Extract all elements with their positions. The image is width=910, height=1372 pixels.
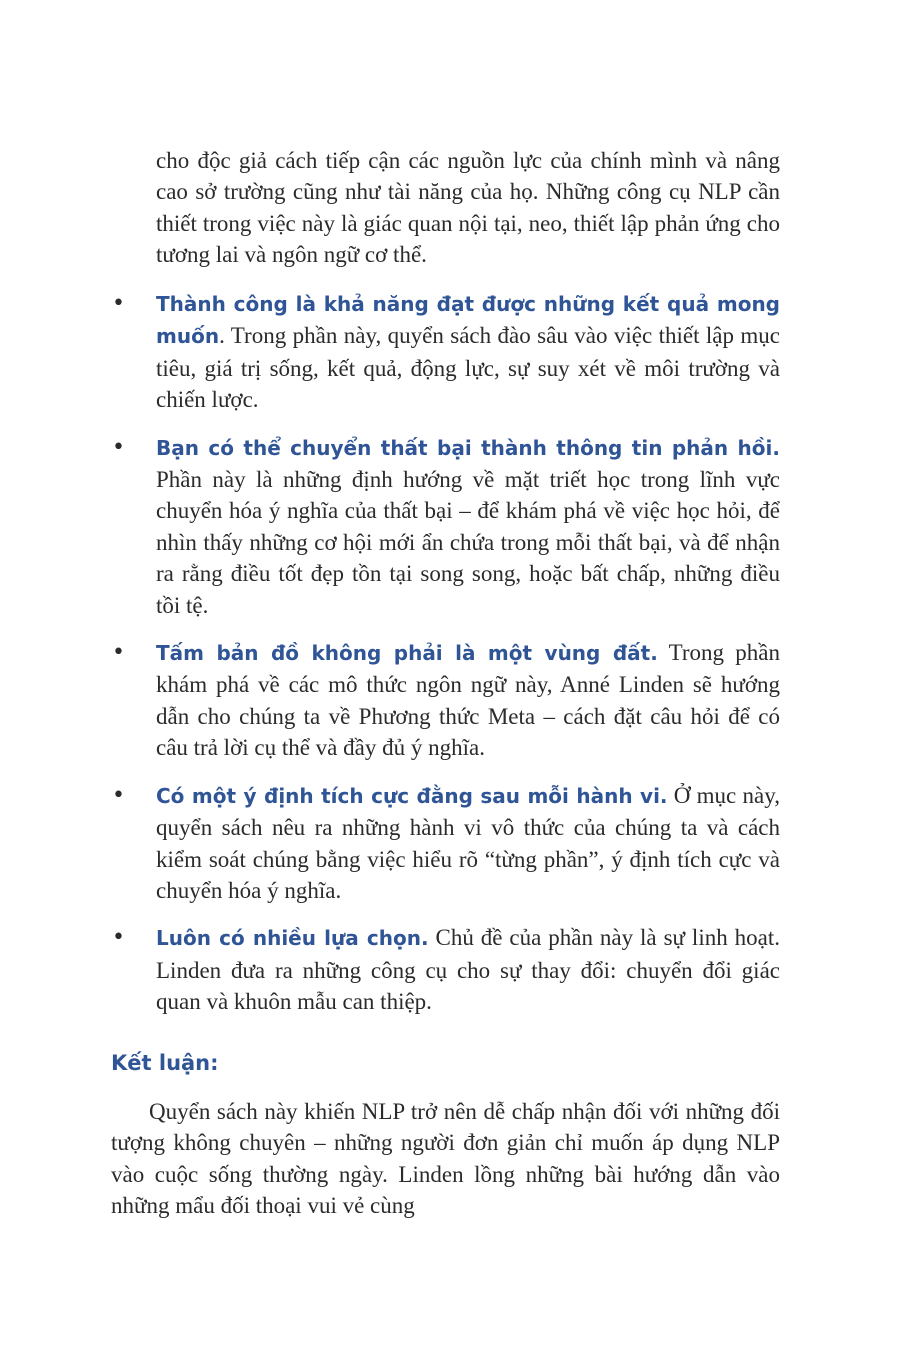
- bullet-dot-icon: •: [112, 291, 125, 316]
- bullet-text: [156, 922, 780, 1017]
- bullet-body: Chủ đề của phần này là sự linh hoạt. Linden đưa ra những công cụ cho sự thay đổi: chuyển đổi giác quan và khuôn mẫu can thiệp.: [156, 925, 780, 1015]
- bullet-item: [0, 780, 910, 907]
- bullet-title: Bạn có thể chuyển thất bại thành thông tin phản hồi.: [156, 435, 780, 460]
- lead-paragraph: cho độc giả cách tiếp cận các nguồn lực của chính mình và nâng cao sở trường cũng như tài năng của họ. Những công cụ NLP cần thiết trong việc này là giác quan nội tại, neo, thiết lập phản ứng cho tương lai và ngôn ngữ cơ thể.: [156, 148, 780, 268]
- bullet-item: [0, 288, 910, 416]
- bullet-dot-icon: •: [112, 640, 125, 666]
- bullet-list: [0, 288, 910, 1034]
- bullet-body: Phần này là những định hướng về mặt triết học trong lĩnh vực chuyển hóa ý nghĩa của thất bại – để khám phá về việc học hỏi, để nhìn thấy những cơ hội mới ẩn chứa trong mỗi thất bại, và để nhận ra rằng điều tốt đẹp tồn tại song song, hoặc bất chấp, những điều tồi tệ.: [156, 467, 780, 618]
- bullet-text: [156, 780, 780, 907]
- bullet-text: [156, 288, 780, 416]
- bullet-body: Trong phần khám phá về các mô thức ngôn ngữ này, Anné Linden sẽ hướng dẫn cho chúng ta về Phương thức Meta – cách đặt câu hỏi để có câu trả lời cụ thể và đầy đủ ý nghĩa.: [156, 640, 780, 761]
- closing-paragraph: Quyển sách này khiến NLP trở nên dễ chấp nhận đối với những đối tượng không chuyên – những người đơn giản chỉ muốn áp dụng NLP vào cuộc sống thường ngày. Linden lồng những bài hướng dẫn vào những mẩu đối thoại vui vẻ cùng: [111, 1099, 780, 1219]
- bullet-title: Thành công là khả năng đạt được những kết quả mong muốn: [156, 292, 780, 349]
- bullet-dot-icon: •: [112, 782, 125, 808]
- bullet-title: Có một ý định tích cực đằng sau mỗi hành vi.: [156, 783, 668, 808]
- bullet-title: Tấm bản đồ không phải là một vùng đất.: [156, 641, 658, 666]
- bullet-text: [156, 432, 780, 621]
- bullet-item: [0, 922, 910, 1017]
- section-heading: Kết luận:: [111, 1051, 219, 1075]
- bullet-item: [0, 432, 910, 621]
- bullet-dot-icon: •: [112, 434, 125, 460]
- bullet-dot-icon: •: [112, 925, 125, 951]
- bullet-title: Luôn có nhiều lựa chọn.: [156, 926, 429, 951]
- bullet-text: [156, 637, 780, 764]
- bullet-item: [0, 637, 910, 764]
- bullet-body: Ở mục này, quyển sách nêu ra những hành vi vô thức của chúng ta và cách kiểm soát chúng bằng việc hiểu rõ “từng phần”, ý định tích cực và chuyển hóa ý nghĩa.: [156, 782, 780, 903]
- bullet-body: . Trong phần này, quyển sách đào sâu vào việc thiết lập mục tiêu, giá trị sống, kết quả, động lực, sự suy xét về môi trường và chiến lược.: [156, 323, 780, 413]
